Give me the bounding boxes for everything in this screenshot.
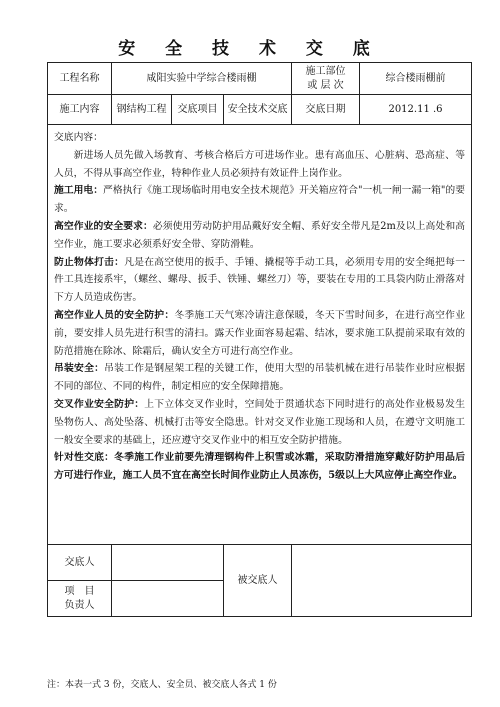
receiver-value[interactable] <box>292 545 472 617</box>
signature-row-1 <box>48 545 472 581</box>
section-label: 防止物体打击： <box>54 256 125 268</box>
item-label: 交底项目 <box>172 95 224 125</box>
receiver-label: 被交底人 <box>224 545 292 617</box>
content-row <box>48 125 472 545</box>
manager-label-line1: 项 目 <box>64 586 95 597</box>
section-label: 高空作业人员的安全防护： <box>54 309 175 321</box>
section-label: 吊装安全： <box>54 363 105 375</box>
section-worker-protection <box>54 307 465 360</box>
part-label-line2: 或 层 次 <box>307 79 344 91</box>
date-label: 交底日期 <box>292 95 360 125</box>
section-cross-work <box>54 396 465 449</box>
document-title: 安 全 技 术 交 底 <box>118 39 382 59</box>
date-value: 2012.11 .6 <box>360 95 472 125</box>
content-body <box>48 125 471 485</box>
content-heading: 交底内容： <box>54 132 103 143</box>
item-value: 安全技术交底 <box>224 95 292 125</box>
footnote: 注：本表一式 3 份，交底人、安全员、被交底人各式 1 份 <box>47 680 277 690</box>
work-content-value: 钢结构工程 <box>112 95 172 125</box>
part-value: 综合楼雨棚前 <box>360 63 472 95</box>
content-cell <box>48 125 472 545</box>
project-name-value: 咸阳实验中学综合楼雨棚 <box>112 63 292 95</box>
manager-label <box>48 581 112 617</box>
section-hoisting <box>54 360 465 396</box>
section-height-work <box>54 218 465 254</box>
project-name-label: 工程名称 <box>48 63 112 95</box>
section-text: 冬季施工天气寒冷请注意保暖，冬天下雪时间多，在进行高空作业前，要安排人员先进行积雪的清扫。露天作业面容易起霜、结冰，要求施工队提前采取有效的防范措施在除冰、除霜后，确认安全方可进行高空作业。 <box>54 309 466 357</box>
final-paragraph: 针对性交底：冬季施工作业前要先清理钢构件上积雪或冰霜，采取防滑措施穿戴好防护用品后方可进行作业，施工人员不宜在高空长时间作业防止人员冻伤，5级以上大风应停止高空作业。 <box>54 452 465 482</box>
handover-label: 交底人 <box>48 545 112 581</box>
header-row-2 <box>48 95 472 125</box>
section-text: 吊装工作是钢屋架工程的关键工作，使用大型的吊装机械在进行吊装作业时应根据不同的部位、不同的构件，制定相应的安全保障措施。 <box>54 363 466 393</box>
work-content-label: 施工内容 <box>48 95 112 125</box>
section-label: 交叉作业安全防护： <box>54 398 145 410</box>
section-label: 施工用电： <box>54 185 104 197</box>
intro-paragraph: 新进场人员先做入场教育、考核合格后方可进场作业。患有高血压、心脏病、恐高症、等人员，不得从事高空作业，特种作业人员必须持有效证件上岗作业。 <box>54 149 465 179</box>
section-text: 必须使用劳动防护用品戴好安全帽、系好安全带凡是2m及以上高处和高空作业，施工要求必须系好安全带、穿防滑鞋。 <box>54 220 465 250</box>
section-object-strike <box>54 254 465 307</box>
header-row-1 <box>48 63 472 95</box>
part-label-line1: 施工部位 <box>305 66 346 77</box>
section-text: 凡是在高空使用的扳手、手锤、撬棍等手动工具，必须用专用的安全绳把每一件工具连接系牢，（螺丝、螺母、扳手、铁锤、螺丝刀）等，要装在专用的工具袋内防止滑落对下方人员造成伤害。 <box>54 256 466 304</box>
section-text: 上下立体交叉作业时，空间处于贯通状态下同时进行的高处作业极易发生坠物伤人、高处坠落、机械打击等安全隐患。针对交叉作业施工现场和人员，在遵守文明施工一般安全要求的基础上，还应遵守交叉作业中的相互安全防护措施。 <box>54 398 466 446</box>
section-text: 严格执行《施工现场临时用电安全技术规范》开关箱应符合"一机一闸一漏一箱"的要求。 <box>54 185 466 215</box>
manager-value[interactable] <box>112 581 224 617</box>
handover-value[interactable] <box>112 545 224 581</box>
part-label <box>292 63 360 95</box>
section-label: 高空作业的安全要求： <box>54 220 153 232</box>
manager-label-line2: 负责人 <box>64 599 95 611</box>
section-power <box>54 182 465 218</box>
disclosure-form <box>47 62 472 617</box>
